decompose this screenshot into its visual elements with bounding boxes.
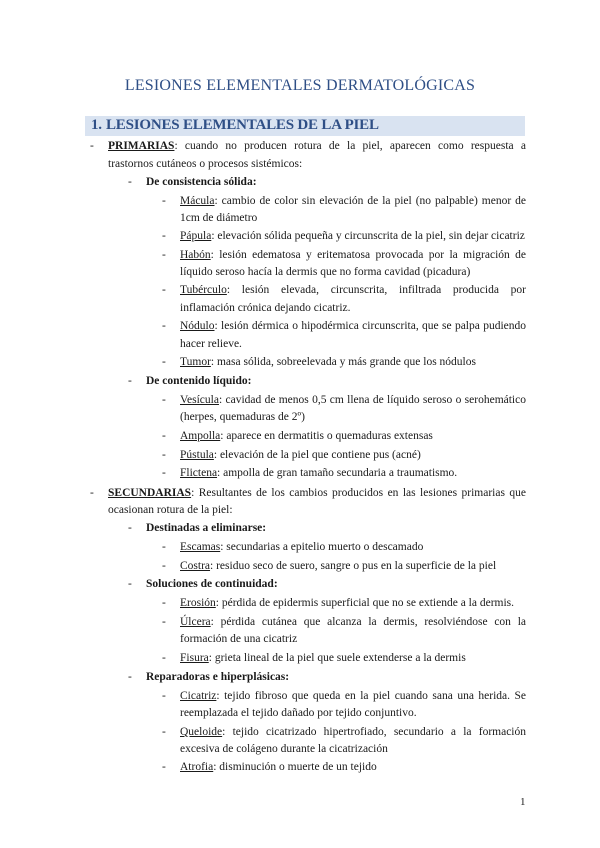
ulcera-line-2: formación de una cicatriz [180, 633, 298, 645]
flictena-line-1: Flictena: ampolla de gran tamaño secundaria a traumatismo. [180, 467, 458, 479]
bullet-dash: - [162, 230, 166, 242]
bullet-dash: - [162, 430, 166, 442]
bullet-dash: - [162, 284, 166, 296]
bullet-dash: - [162, 726, 166, 738]
bullet-dash: - [90, 140, 94, 152]
bullet-dash: - [128, 522, 132, 534]
cicatriz-line-2: reemplazada el tejido dañado por tejido conjuntivo. [180, 707, 417, 719]
continuidad-heading: Soluciones de continuidad: [146, 578, 278, 590]
cicatriz-line-1: Cicatriz: tejido fibroso que queda en la piel cuando sana una herida. Se [180, 690, 526, 702]
tumor-line-1: Tumor: masa sólida, sobreelevada y más grande que los nódulos [180, 356, 476, 368]
bullet-dash: - [162, 690, 166, 702]
secundarias-line-1: SECUNDARIAS: Resultantes de los cambios producidos en las lesiones primarias que [108, 487, 526, 499]
erosion-line-1: Erosión: pérdida de epidermis superficial que no se extiende a la dermis. [180, 597, 515, 609]
eliminarse-heading: Destinadas a eliminarse: [146, 522, 267, 534]
vesicula-line-1: Vesícula: cavidad de menos 0,5 cm llena de líquido seroso o serohemático [180, 394, 526, 406]
habon-line-1: Habón: lesión edematosa y eritematosa provocada por la migración de [180, 249, 526, 261]
bullet-dash: - [162, 249, 166, 261]
bullet-dash: - [162, 616, 166, 628]
bullet-dash: - [162, 195, 166, 207]
ulcera-line-1: Úlcera: pérdida cutánea que alcanza la dermis, resolviéndose con la [180, 616, 526, 628]
secundarias-term: SECUNDARIAS [108, 487, 192, 499]
bullet-dash: - [162, 320, 166, 332]
bullet-dash: - [162, 394, 166, 406]
bullet-dash: - [128, 375, 132, 387]
queloide-line-1: Queloide: tejido cicatrizado hipertrofiado, secundario a la formación [180, 726, 526, 738]
tuberculo-line-2: inflamación crónica dejando cicatriz. [180, 302, 351, 314]
bullet-dash: - [162, 597, 166, 609]
document-title: LESIONES ELEMENTALES DERMATOLÓGICAS [124, 77, 476, 94]
bullet-dash: - [90, 487, 94, 499]
vesicula-line-2: (herpes, quemaduras de 2º) [180, 411, 305, 423]
bullet-dash: - [128, 176, 132, 188]
section-title: LESIONES ELEMENTALES DE LA PIEL [106, 117, 379, 133]
bullet-dash: - [128, 578, 132, 590]
section-heading-bar [85, 116, 525, 136]
queloide-line-2: excesiva de colágeno durante la cicatrización [180, 743, 388, 755]
ampolla-line-1: Ampolla: aparece en dermatitis o quemaduras extensas [180, 430, 433, 442]
nodulo-line-1: Nódulo: lesión dérmica o hipodérmica circunscrita, que se palpa pudiendo [180, 320, 526, 332]
fisura-line-1: Fisura: grieta lineal de la piel que suele extenderse a la dermis [180, 652, 466, 664]
nodulo-line-2: hacer relieve. [180, 338, 242, 350]
bullet-dash: - [162, 560, 166, 572]
macula-line-2: 1cm de diámetro [180, 212, 258, 224]
tuberculo-line-1: Tubérculo: lesión elevada, circunscrita, infiltrada producida por [180, 284, 526, 296]
bullet-dash: - [162, 652, 166, 664]
macula-line-1: Mácula: cambio de color sin elevación de la piel (no palpable) menor de [180, 195, 526, 207]
costra-line-1: Costra: residuo seco de suero, sangre o pus en la superficie de la piel [180, 560, 497, 572]
liquido-heading: De contenido líquido: [146, 375, 252, 387]
bullet-dash: - [128, 671, 132, 683]
habon-line-2: líquido seroso hacía la dermis que no forma cavidad (picadura) [180, 266, 471, 278]
primarias-line-2: trastornos cutáneos o procesos sistémicos: [108, 158, 303, 170]
section-number: 1. [91, 117, 102, 133]
bullet-dash: - [162, 356, 166, 368]
bullet-dash: - [162, 467, 166, 479]
escamas-line-1: Escamas: secundarias a epitelio muerto o descamado [180, 541, 424, 553]
solida-heading: De consistencia sólida: [146, 176, 257, 188]
bullet-dash: - [162, 541, 166, 553]
pustula-line-1: Pústula: elevación de la piel que contiene pus (acné) [180, 449, 421, 461]
papula-line-1: Pápula: elevación sólida pequeña y circunscrita de la piel, sin dejar cicatriz [180, 230, 525, 242]
primarias-line-1: PRIMARIAS: cuando no producen rotura de la piel, aparecen como respuesta a [108, 140, 526, 152]
reparadoras-heading: Reparadoras e hiperplásicas: [146, 671, 290, 683]
atrofia-line-1: Atrofia: disminución o muerte de un tejido [180, 761, 377, 773]
primarias-term: PRIMARIAS [108, 140, 175, 152]
bullet-dash: - [162, 761, 166, 773]
secundarias-line-2: ocasionan rotura de la piel: [108, 504, 233, 516]
bullet-dash: - [162, 449, 166, 461]
page-number: 1 [520, 796, 526, 808]
